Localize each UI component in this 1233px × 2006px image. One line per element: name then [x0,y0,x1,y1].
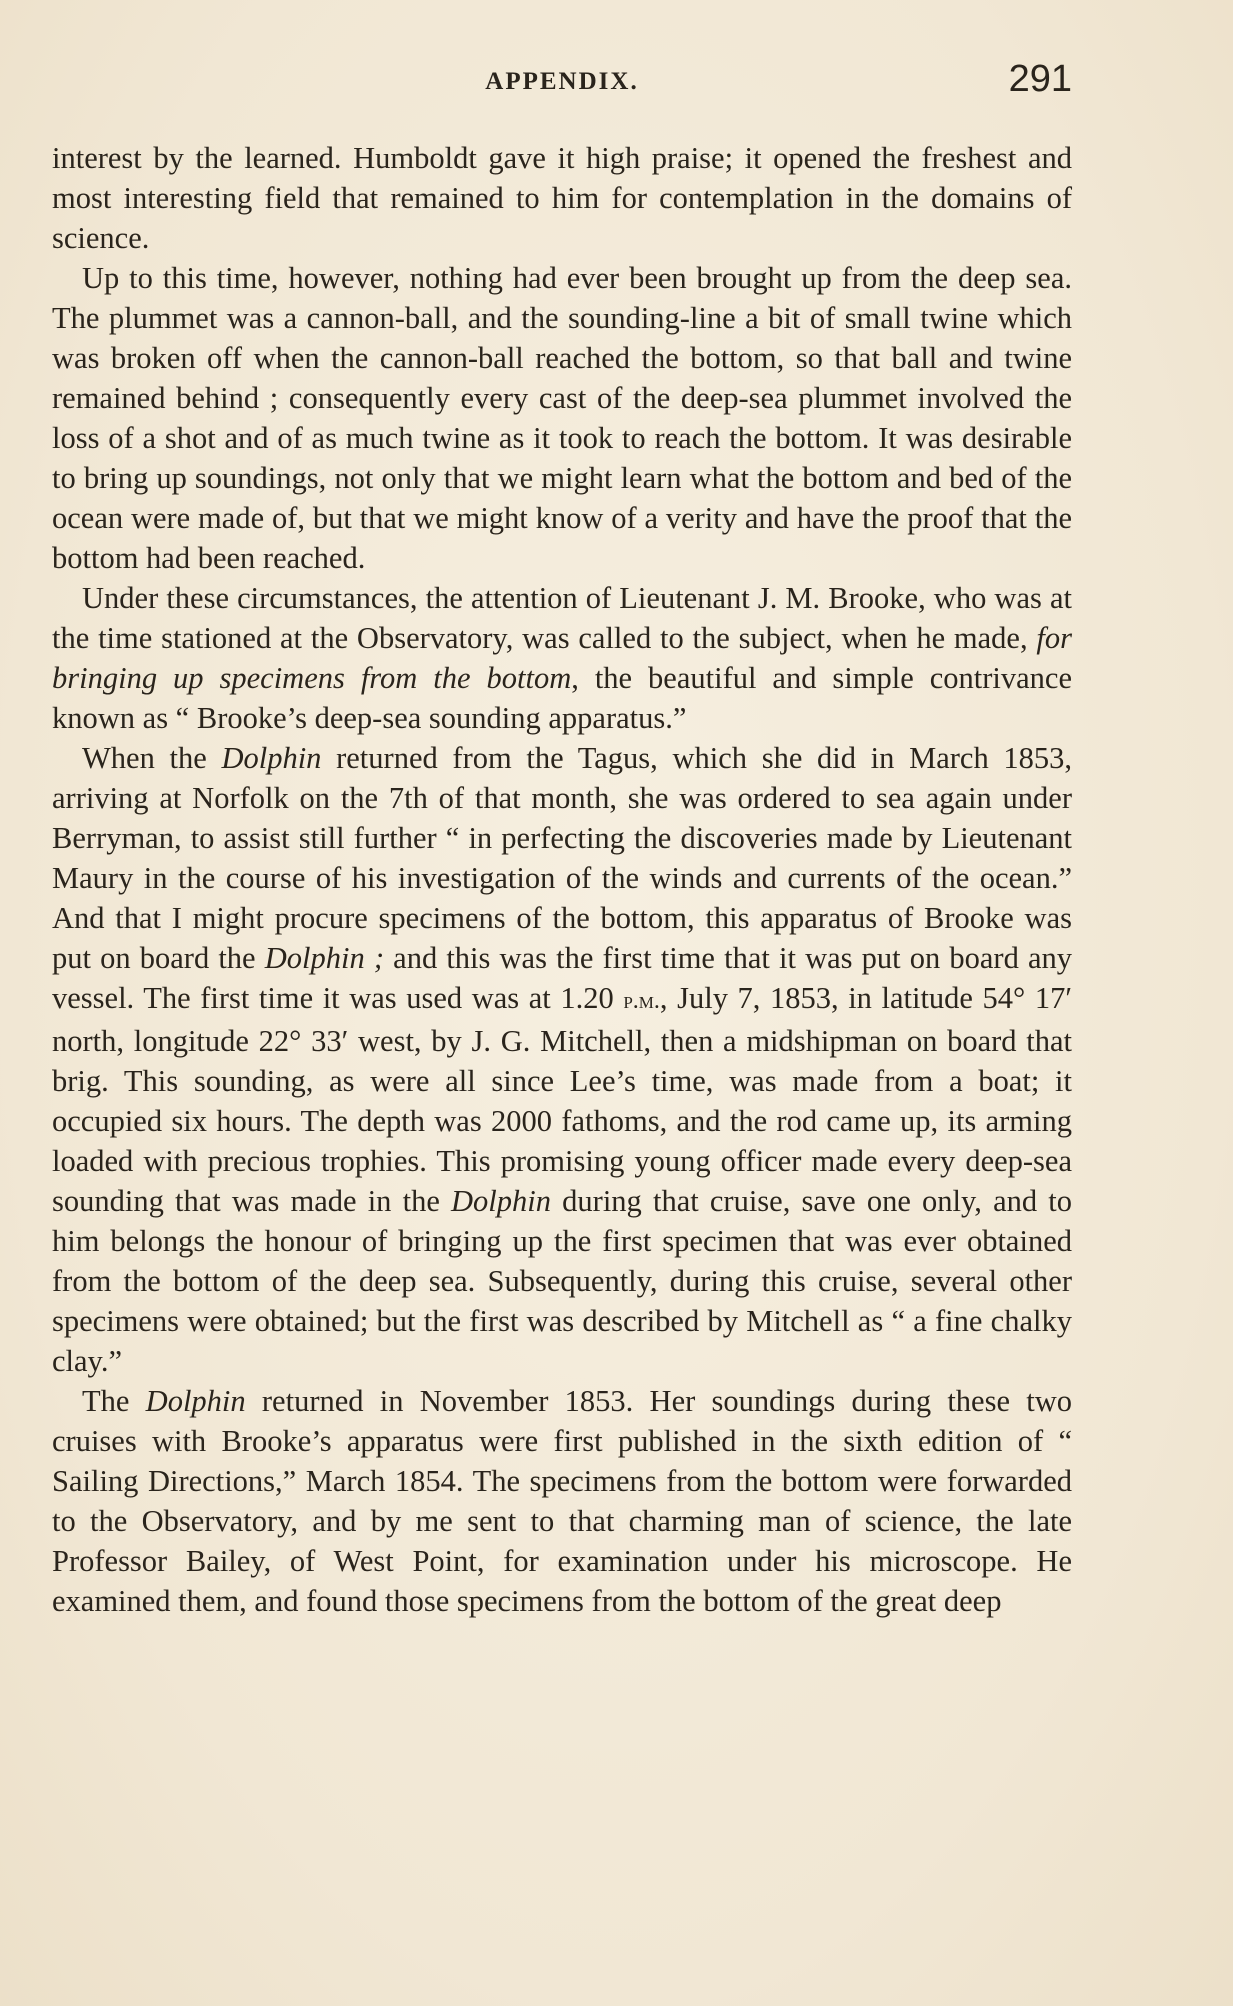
paragraph-4-text-a: When the [82,741,222,775]
paragraph-4-text-c: returned from the Tagus, which she did in March 1853, arriving at Norfolk on the 7th of that month, she was ordered to sea again under Berryman, to assist still further “ in perfecting the discoveries made by Lieutenant Maury in the course of his investigation of the winds and currents of the ocean.” And that I might procure specimens of the bottom, this apparatus of Brooke was put on board the [52,741,1072,975]
paragraph-5 [52,1381,1072,1621]
paragraph-4-time-marker: p.m. [623,988,660,1014]
paragraph-4-text-g: , July 7, 1853, in latitude 54° 17′ north, longitude 22° 33′ west, by J. G. Mitchell, then a midshipman on board that brig. This sounding, as were all since Lee’s time, was made from a boat; it occupied six hours. The depth was 2000 fathoms, and the rod came up, its arming loaded with precious trophies. This promising young officer made every deep-sea sounding that was made in the [52,981,1073,1218]
running-head: APPENDIX. [485,68,639,95]
paragraph-2: Up to this time, however, nothing had ever been brought up from the deep sea. The plummet was a cannon-ball, and the sounding-line a bit of small twine which was broken off when the cannon-ball reached the bottom, so that ball and twine remained behind ; consequently every cast of the deep-sea plummet involved the loss of a shot and of as much twine as it took to reach the bottom. It was desirable to bring up soundings, not only that we might learn what the bottom and bed of the ocean were made of, but that we might know of a verity and have the proof that the bottom had been reached. [52,261,1072,575]
paragraph-1: interest by the learned. Humboldt gave it high praise; it opened the freshest and most interesting field that remained to him for contemplation in the domains of science. [52,141,1072,255]
paragraph-3-text-a: Under these circumstances, the attention of Lieutenant J. M. Brooke, who was at the time stationed at the Observatory, was called to the subject, when he made, [52,581,1072,655]
paragraph-4-ship-name-2: Dolphin ; [264,941,385,975]
paragraph-3 [52,578,1072,738]
paragraph-3-italic-phrase: for bringing up specimens from the bottom [52,621,1072,695]
paragraph-5-ship-name: Dolphin [145,1384,246,1418]
paragraph-3-text-c: , the beautiful and simple contrivance known as “ Brooke’s deep-sea sounding apparatus.” [52,661,1072,735]
paragraph-4-ship-name-3: Dolphin [451,1184,552,1218]
paragraph-5-text-c: returned in November 1853. Her soundings during these two cruises with Brooke’s apparatus were first published in the sixth edition of “ Sailing Directions,” March 1854. The specimens from the bottom were forwarded to the Observatory, and by me sent to that charming man of science, the late Professor Bailey, of West Point, for examination under his microscope. He examined them, and found those specimens from the bottom of the great deep [52,1384,1072,1618]
page-header [52,58,1072,108]
paragraph-5-text-a: The [82,1384,146,1418]
paragraph-4-text-i: during that cruise, save one only, and to him belongs the honour of bringing up the first specimen that was ever obtained from the bottom of the deep sea. Subsequently, during this cruise, several other specimens were obtained; but the first was described by Mitchell as “ a fine chalky clay.” [52,1184,1072,1378]
page-number: 291 [1008,58,1072,100]
paragraph-4-text-e: and this was the first time that it was put on board any vessel. The first time it was used was at 1.20 [52,941,1072,1015]
paragraph-4 [52,738,1072,1381]
paragraph-4-ship-name-1: Dolphin [221,741,322,775]
body-text [52,138,1072,1621]
